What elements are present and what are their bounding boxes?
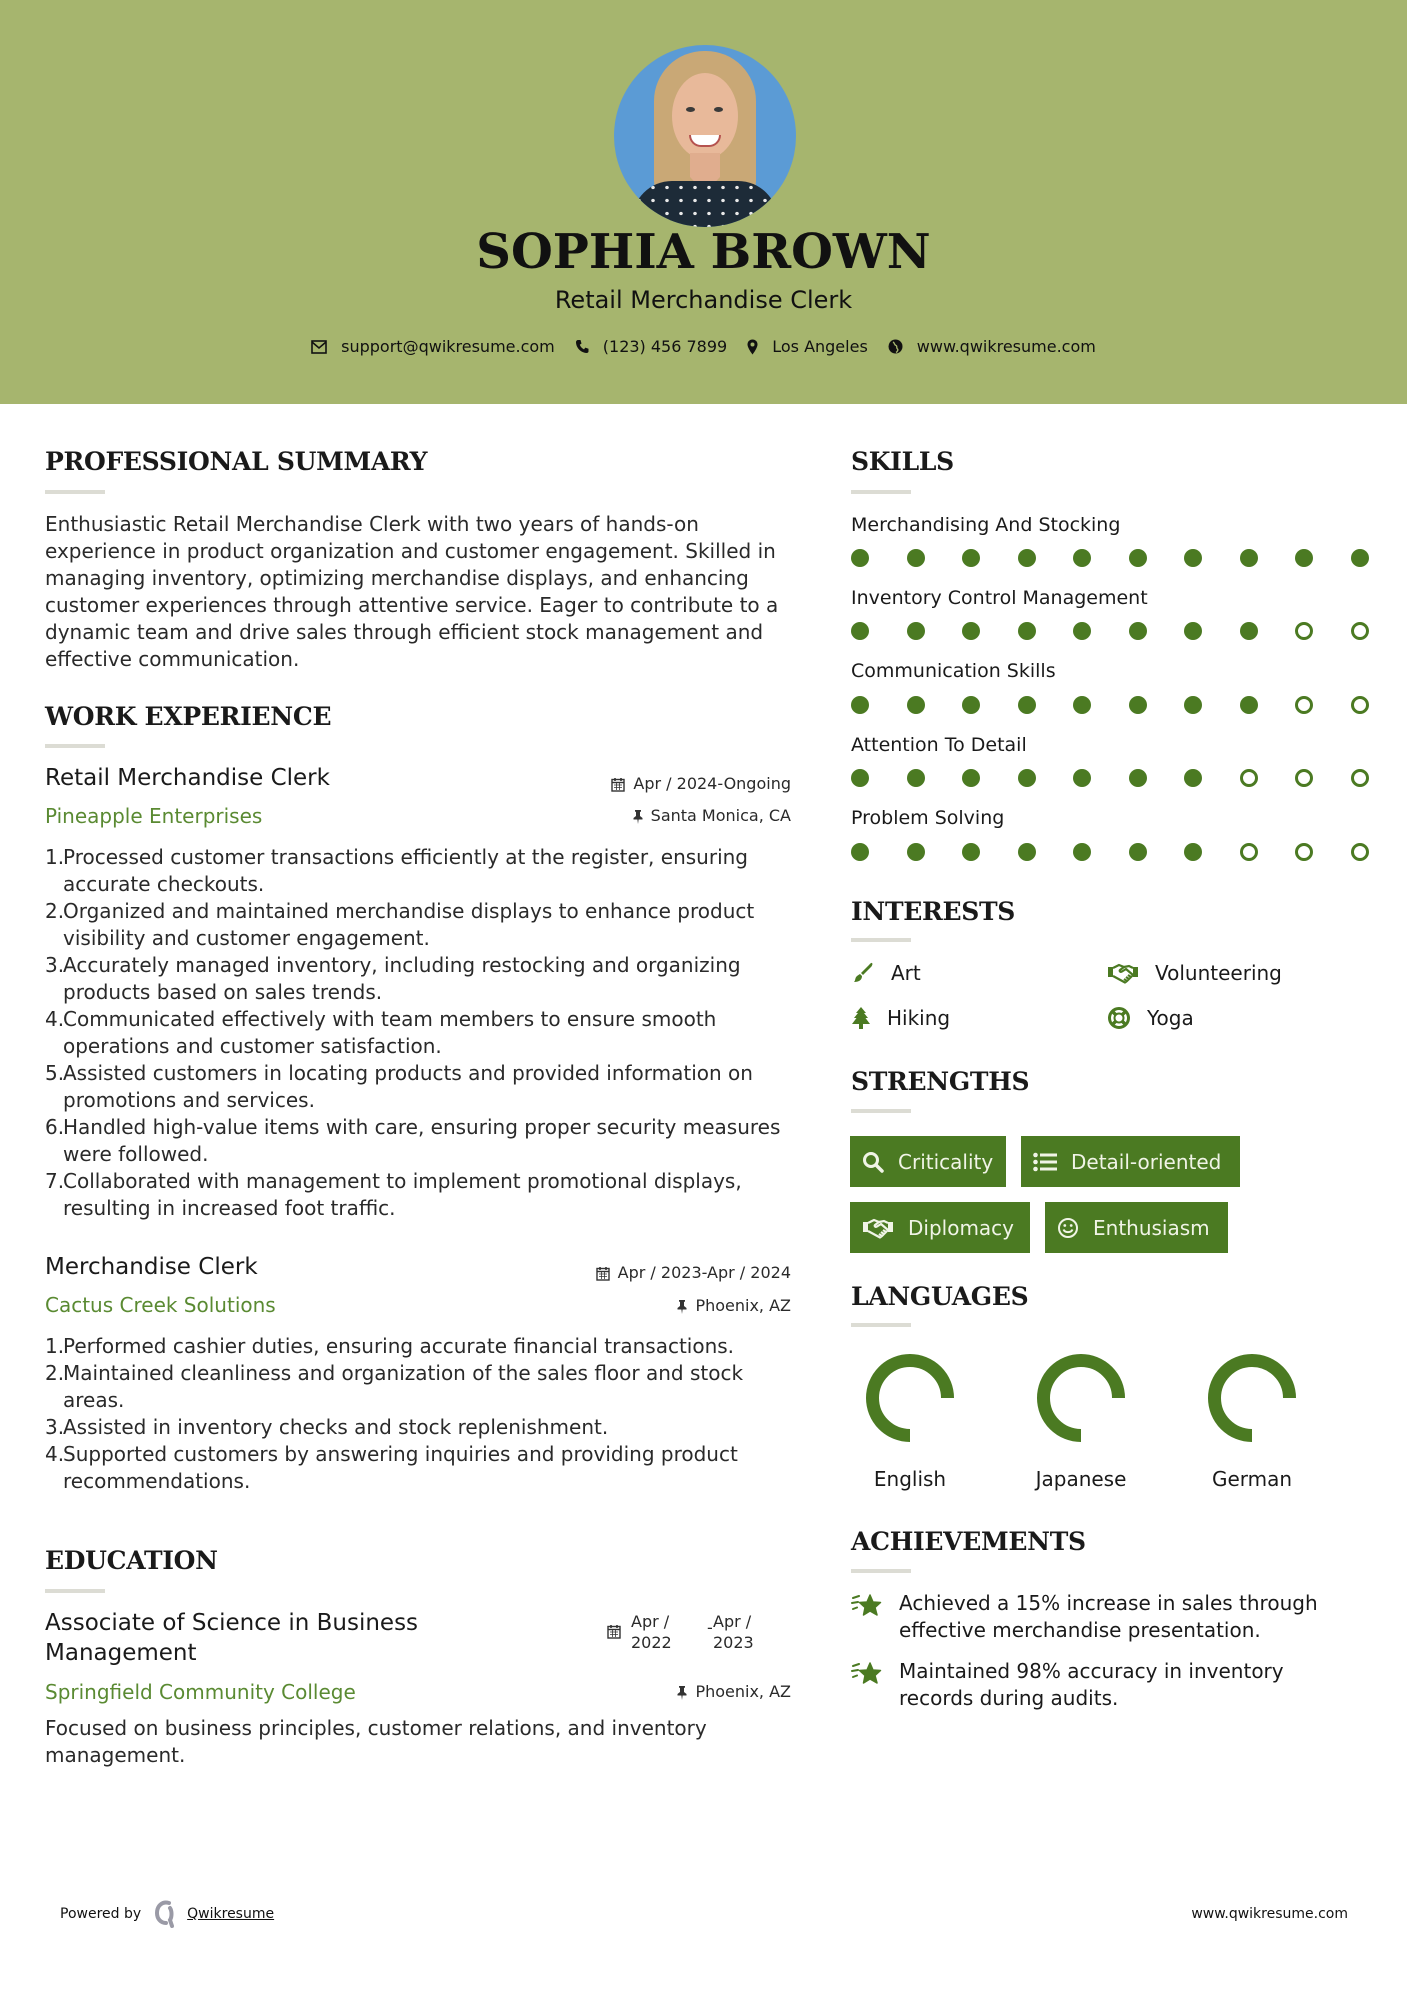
- skills-heading: SKILLS: [851, 447, 954, 476]
- skill-name: Attention To Detail: [851, 734, 1027, 756]
- skill-dot-empty: [1351, 622, 1369, 640]
- phone-icon: [575, 339, 589, 354]
- interest-item: [1107, 1004, 1194, 1032]
- calendar-icon: [596, 1266, 610, 1281]
- job-1-location: [633, 805, 791, 827]
- strength-tag: [850, 1202, 1030, 1253]
- handshake-icon: [1107, 962, 1139, 984]
- job-1-bullet: 4. Communicated effectively with team members to ensure smooth operations and customer satisfaction.: [45, 1007, 717, 1058]
- footer-website-link[interactable]: www.qwikresume.com: [1191, 1906, 1348, 1922]
- skill-dot-empty: [1240, 843, 1258, 861]
- skill-dot-filled: [1240, 696, 1258, 714]
- skill-dot-filled: [1073, 769, 1091, 787]
- experience-heading: WORK EXPERIENCE: [45, 702, 332, 731]
- skill-dot-empty: [1351, 843, 1369, 861]
- life-ring-icon: [1107, 1006, 1131, 1030]
- skill-dot-filled: [1018, 769, 1036, 787]
- education-heading: EDUCATION: [45, 1546, 218, 1575]
- strengths-heading-underline: [851, 1109, 911, 1113]
- shooting-star-icon: [851, 1660, 883, 1688]
- skill-dot-filled: [1240, 549, 1258, 567]
- skill-dot-filled: [1018, 696, 1036, 714]
- job-1-bullets: [45, 844, 805, 1222]
- skill-dot-filled: [1129, 549, 1147, 567]
- language-progress-ring: [1035, 1352, 1127, 1444]
- contact-phone[interactable]: [575, 337, 727, 356]
- education-heading-underline: [45, 1589, 105, 1593]
- education-date-separator: -: [707, 1618, 713, 1637]
- interest-label: Yoga: [1147, 1006, 1194, 1030]
- contact-email[interactable]: [311, 337, 555, 356]
- contact-email-text: support@qwikresume.com: [341, 337, 555, 356]
- smile-icon: [1057, 1217, 1079, 1239]
- skill-dot-filled: [851, 769, 869, 787]
- calendar-icon: [607, 1624, 621, 1639]
- experience-heading-underline: [45, 744, 105, 748]
- achievement-item: [851, 1658, 1351, 1712]
- job-1-title: Retail Merchandise Clerk: [45, 765, 330, 791]
- education-end-year: 2023: [713, 1633, 754, 1652]
- strengths-heading: STRENGTHS: [851, 1067, 1030, 1096]
- job-2-company: Cactus Creek Solutions: [45, 1293, 276, 1317]
- skill-dot-filled: [1184, 696, 1202, 714]
- skill-dot-filled: [907, 843, 925, 861]
- skill-rating: [851, 843, 1363, 863]
- skill-dot-filled: [1129, 622, 1147, 640]
- skill-dot-filled: [1129, 843, 1147, 861]
- skill-dot-filled: [851, 696, 869, 714]
- interests-heading-underline: [851, 938, 911, 942]
- skill-dot-filled: [1240, 622, 1258, 640]
- skill-dot-filled: [1184, 769, 1202, 787]
- job-1-company: Pineapple Enterprises: [45, 804, 263, 828]
- qwikresume-logo-icon: [155, 1900, 177, 1928]
- skill-dot-empty: [1351, 769, 1369, 787]
- search-icon: [862, 1151, 884, 1173]
- job-1-bullet: 5. Assisted customers in locating products and provided information on promotions and services.: [45, 1061, 753, 1112]
- contact-website[interactable]: [888, 337, 1096, 356]
- candidate-name: SOPHIA BROWN: [476, 224, 931, 280]
- strength-label: Enthusiasm: [1093, 1215, 1210, 1240]
- job-1-dates: [611, 773, 791, 795]
- strength-tag: [1045, 1202, 1228, 1253]
- summary-heading: PROFESSIONAL SUMMARY: [45, 447, 428, 476]
- contact-location-text: Los Angeles: [772, 337, 868, 356]
- achievement-text: Achieved a 15% increase in sales through effective merchandise presentation.: [899, 1591, 1318, 1642]
- contact-bar: [0, 337, 1407, 356]
- skill-dot-filled: [962, 549, 980, 567]
- skill-dot-filled: [962, 769, 980, 787]
- skill-dot-filled: [962, 696, 980, 714]
- language-progress-ring: [864, 1352, 956, 1444]
- strength-tag: [850, 1136, 1006, 1187]
- skill-dot-filled: [907, 622, 925, 640]
- skill-dot-filled: [1184, 843, 1202, 861]
- skill-dot-empty: [1240, 769, 1258, 787]
- powered-by: [60, 1900, 274, 1928]
- language-item: [1021, 1352, 1141, 1492]
- skill-name: Communication Skills: [851, 660, 1056, 682]
- job-2-bullet: 2. Maintained cleanliness and organization of the sales floor and stock areas.: [45, 1361, 744, 1412]
- skill-dot-filled: [1018, 622, 1036, 640]
- skill-dot-filled: [1073, 696, 1091, 714]
- achievement-item: [851, 1590, 1351, 1644]
- language-item: [1192, 1352, 1312, 1492]
- education-description: Focused on business principles, customer relations, and inventory management.: [45, 1716, 707, 1767]
- job-1-bullet: 2. Organized and maintained merchandise displays to enhance product visibility and customer engagement.: [45, 899, 755, 950]
- languages-heading: LANGUAGES: [851, 1282, 1029, 1311]
- job-2-dates: [596, 1262, 791, 1284]
- job-2-bullet: 3. Assisted in inventory checks and stock replenishment.: [45, 1415, 609, 1439]
- education-end-month: Apr /: [713, 1612, 752, 1631]
- skills-heading-underline: [851, 490, 911, 494]
- skill-dot-empty: [1295, 769, 1313, 787]
- job-1-bullet: 1. Processed customer transactions efficiently at the register, ensuring accurate checkouts.: [45, 845, 748, 896]
- tree-icon: [851, 1006, 871, 1030]
- education-start-month: Apr /: [631, 1612, 670, 1631]
- skill-dot-filled: [907, 696, 925, 714]
- calendar-icon: [611, 777, 625, 792]
- skill-dot-filled: [1018, 549, 1036, 567]
- job-1-location-text: Santa Monica, CA: [650, 806, 791, 825]
- interest-item: [851, 959, 921, 987]
- skill-rating: [851, 549, 1363, 569]
- skill-rating: [851, 622, 1363, 642]
- achievement-text: Maintained 98% accuracy in inventory records during audits.: [899, 1659, 1284, 1710]
- skill-dot-filled: [1073, 843, 1091, 861]
- strength-label: Diplomacy: [908, 1215, 1015, 1240]
- contact-location: [747, 337, 868, 356]
- paintbrush-icon: [851, 961, 875, 985]
- skill-dot-empty: [1295, 843, 1313, 861]
- achievements-heading: ACHIEVEMENTS: [851, 1527, 1086, 1556]
- skill-dot-filled: [851, 549, 869, 567]
- skill-dot-filled: [1184, 549, 1202, 567]
- skill-dot-empty: [1295, 696, 1313, 714]
- pushpin-icon: [677, 1685, 687, 1700]
- education-location-text: Phoenix, AZ: [695, 1682, 791, 1701]
- job-2-location: [677, 1295, 791, 1317]
- list-icon: [1033, 1152, 1057, 1172]
- skill-dot-filled: [851, 843, 869, 861]
- skill-dot-filled: [1073, 622, 1091, 640]
- powered-by-label: Powered by: [60, 1906, 142, 1922]
- summary-heading-underline: [45, 490, 105, 494]
- education-degree: Associate of Science in Business Management: [45, 1610, 419, 1666]
- interest-label: Hiking: [887, 1006, 951, 1030]
- interest-item: [1107, 959, 1282, 987]
- education-location: [677, 1681, 791, 1703]
- globe-icon: [888, 339, 903, 354]
- skill-rating: [851, 696, 1363, 716]
- language-progress-ring: [1206, 1352, 1298, 1444]
- job-2-dates-text: Apr / 2023-Apr / 2024: [617, 1263, 791, 1282]
- language-item: [850, 1352, 970, 1492]
- skill-dot-empty: [1295, 622, 1313, 640]
- interest-label: Art: [891, 961, 921, 985]
- pushpin-icon: [677, 1299, 687, 1314]
- job-2-bullet: 1. Performed cashier duties, ensuring accurate financial transactions.: [45, 1334, 735, 1358]
- language-name: Japanese: [1035, 1467, 1127, 1491]
- job-2-title: Merchandise Clerk: [45, 1254, 258, 1280]
- skill-dot-filled: [1295, 549, 1313, 567]
- interest-label: Volunteering: [1155, 961, 1282, 985]
- education-school: Springfield Community College: [45, 1680, 356, 1704]
- interests-heading: INTERESTS: [851, 897, 1016, 926]
- shooting-star-icon: [851, 1592, 883, 1620]
- job-1-bullet: 7. Collaborated with management to implement promotional displays, resulting in increased foot traffic.: [45, 1169, 742, 1220]
- job-2-bullet: 4. Supported customers by answering inquiries and providing product recommendations.: [45, 1442, 738, 1493]
- language-name: German: [1211, 1467, 1293, 1491]
- skill-dot-filled: [907, 769, 925, 787]
- skill-dot-filled: [1018, 843, 1036, 861]
- job-1-dates-text: Apr / 2024-Ongoing: [633, 774, 791, 793]
- skill-name: Merchandising And Stocking: [851, 514, 1121, 536]
- job-2-location-text: Phoenix, AZ: [695, 1296, 791, 1315]
- languages-heading-underline: [851, 1323, 911, 1327]
- skill-dot-filled: [1351, 549, 1369, 567]
- contact-website-text: www.qwikresume.com: [916, 337, 1096, 356]
- job-2-bullets: [45, 1333, 805, 1495]
- map-marker-icon: [747, 339, 758, 355]
- job-1-bullet: 6. Handled high-value items with care, ensuring proper security measures were followed.: [45, 1115, 781, 1166]
- profile-photo: [614, 45, 796, 227]
- skill-dot-filled: [1073, 549, 1091, 567]
- strength-tag: [1021, 1136, 1240, 1187]
- handshake-icon: [862, 1217, 894, 1239]
- pushpin-icon: [633, 809, 643, 824]
- language-name: English: [873, 1467, 947, 1491]
- achievements-heading-underline: [851, 1569, 911, 1573]
- skill-name: Inventory Control Management: [851, 587, 1148, 609]
- skill-dot-filled: [962, 622, 980, 640]
- skill-dot-filled: [851, 622, 869, 640]
- summary-text: Enthusiastic Retail Merchandise Clerk with two years of hands-on experience in product organization and customer engagement. Skilled in managing inventory, optimizing merchandise displays, and enhancing customer experiences through attentive service. Eager to contribute to a dynamic team and drive sales through efficient stock management and effective communication.: [45, 512, 779, 671]
- skill-dot-empty: [1351, 696, 1369, 714]
- candidate-title: Retail Merchandise Clerk: [554, 286, 853, 314]
- interest-item: [851, 1004, 950, 1032]
- job-1-bullet: 3. Accurately managed inventory, including restocking and organizing products based on sales trends.: [45, 953, 741, 1004]
- skill-dot-filled: [907, 549, 925, 567]
- skill-dot-filled: [962, 843, 980, 861]
- resume-header: [0, 0, 1407, 404]
- skill-name: Problem Solving: [851, 807, 1005, 829]
- skill-dot-filled: [1129, 696, 1147, 714]
- strength-label: Criticality: [898, 1149, 994, 1174]
- skill-rating: [851, 769, 1363, 789]
- skill-dot-filled: [1184, 622, 1202, 640]
- skill-dot-filled: [1129, 769, 1147, 787]
- education-dates: [607, 1611, 797, 1655]
- qwikresume-link[interactable]: Qwikresume: [187, 1906, 275, 1922]
- contact-phone-text: (123) 456 7899: [602, 337, 728, 356]
- envelope-icon: [311, 340, 327, 354]
- education-start-year: 2022: [631, 1633, 672, 1652]
- strength-label: Detail-oriented: [1071, 1149, 1222, 1174]
